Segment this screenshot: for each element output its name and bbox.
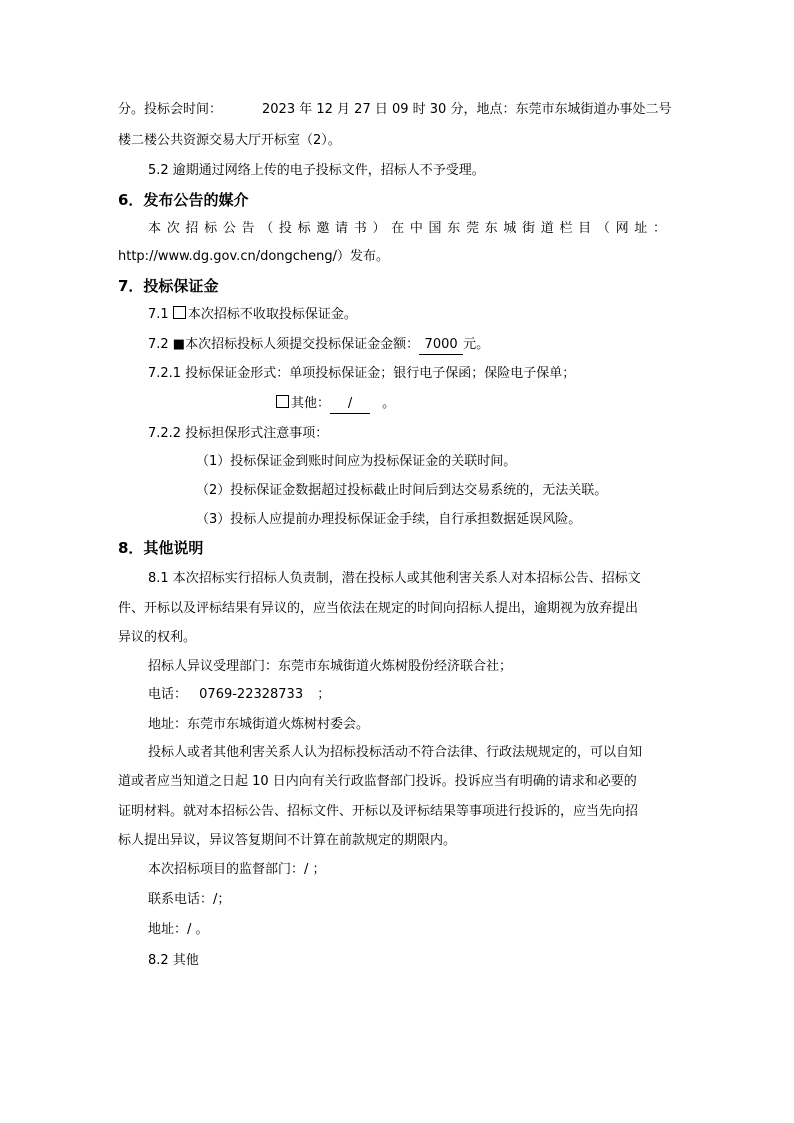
bid-opening-time-location: 2023 年 12 月 27 日 09 时 30 分，地点：东莞市东城街道办事处二号 [262, 102, 672, 117]
objection-address: 地址：东莞市东城街道火炼树村委会。 [148, 717, 370, 732]
section6-char: 本 [148, 221, 162, 236]
section5-continuation-line1 [118, 101, 671, 119]
clause-7-2-1: 7.2.1 投标保证金形式：单项投标保证金；银行电子保函；保险电子保单； [148, 366, 576, 381]
section6-char: （ [260, 221, 274, 236]
checkbox-unchecked-icon [173, 306, 186, 319]
other-end: 。 [382, 396, 396, 411]
section6-char: 目 [578, 221, 592, 236]
phone-label: 电话： [148, 687, 188, 702]
section6-char: 中 [409, 221, 423, 236]
complaint-line4: 标人提出异议，异议答复期间不计算在前款规定的期限内。 [118, 833, 457, 848]
complaint-line3: 证明材料。就对本招标公告、招标文件、开标以及评标结果等事项进行投诉的，应当先向招 [118, 804, 639, 819]
section6-char: 城 [503, 221, 517, 236]
section6-paragraph-line2: http://www.dg.gov.cn/dongcheng/）发布。 [118, 249, 390, 264]
section6-char: ） [372, 221, 386, 236]
section6-char: 栏 [559, 221, 573, 236]
objection-phone [148, 686, 330, 704]
clause-8-1-line1: 8.1 本次招标实行招标人负责制，潜在投标人或其他利害关系人对本招标公告、招标文 [148, 571, 641, 586]
clause-8-2: 8.2 其他 [148, 953, 199, 968]
phone-number: 0769-22328733 [199, 687, 304, 702]
clause-8-1-line2: 件、开标以及评标结果有异议的，应当依法在规定的时间向招标人提出，逾期视为放弃提出 [118, 601, 639, 616]
other-value: / [330, 395, 370, 414]
supervision-department: 本次招标项目的监督部门：/ ； [148, 862, 326, 877]
section6-char: ： [652, 221, 666, 236]
supervision-phone: 联系电话：/； [148, 892, 231, 907]
heading-section-8: 8．其他说明 [118, 539, 204, 557]
section6-char: 投 [278, 221, 292, 236]
section6-char: 网 [615, 221, 629, 236]
section6-char: 次 [166, 221, 180, 236]
deposit-amount: 7000 [419, 336, 463, 355]
section6-char: 标 [297, 221, 311, 236]
section6-char: 址 [634, 221, 648, 236]
section6-char: （ [596, 221, 610, 236]
section6-char: 标 [204, 221, 218, 236]
bid-opening-label: 分。投标会时间： [118, 102, 223, 117]
clause-7-2-2: 7.2.2 投标担保形式注意事项： [148, 426, 329, 441]
section6-char: 招 [185, 221, 199, 236]
section6-char: 莞 [465, 221, 479, 236]
supervision-address: 地址：/ 。 [148, 922, 209, 937]
deposit-unit: 元。 [463, 337, 490, 352]
clause-7-1-number: 7.1 [148, 307, 169, 322]
section6-char: 国 [428, 221, 442, 236]
clause-8-1-line3: 异议的权利。 [118, 630, 197, 645]
clause-7-2-text: 7.2 ■本次招标投标人须提交投标保证金金额： [148, 337, 420, 352]
phone-end: ； [317, 687, 331, 702]
clause-7-2-1-other [276, 395, 395, 414]
section6-paragraph-line1 [148, 220, 666, 238]
complaint-line1: 投标人或者其他利害关系人认为招标投标活动不符合法律、行政法规规定的，可以自知 [148, 745, 643, 760]
other-label: 其他： [291, 396, 331, 411]
section6-char: 在 [391, 221, 405, 236]
heading-section-6: 6．发布公告的媒介 [118, 191, 249, 209]
section6-char: 告 [241, 221, 255, 236]
section6-char: 书 [353, 221, 367, 236]
heading-section-7: 7．投标保证金 [118, 277, 219, 295]
clause-7-2 [148, 336, 489, 355]
note-1: （1）投标保证金到账时间应为投标保证金的关联时间。 [196, 454, 517, 469]
clause-7-1 [148, 306, 357, 324]
section6-char: 东 [484, 221, 498, 236]
section6-char: 道 [540, 221, 554, 236]
section6-char: 街 [522, 221, 536, 236]
section5-continuation-line2: 楼二楼公共资源交易大厅开标室（2）。 [118, 133, 341, 148]
note-3: （3）投标人应提前办理投标保证金手续，自行承担数据延误风险。 [196, 512, 582, 527]
clause-5-2: 5.2 逾期通过网络上传的电子投标文件，招标人不予受理。 [148, 163, 485, 178]
section6-char: 公 [222, 221, 236, 236]
clause-7-1-text: 本次招标不收取投标保证金。 [187, 307, 357, 322]
complaint-line2: 道或者应当知道之日起 10 日内向有关行政监督部门投诉。投诉应当有明确的请求和必要的 [118, 774, 637, 789]
checkbox-unchecked-icon [276, 395, 289, 408]
note-2: （2）投标保证金数据超过投标截止时间后到达交易系统的，无法关联。 [196, 483, 608, 498]
section6-char: 东 [447, 221, 461, 236]
section6-char: 邀 [316, 221, 330, 236]
objection-department: 招标人异议受理部门：东莞市东城街道火炼树股份经济联合社； [148, 659, 513, 674]
section6-char: 请 [335, 221, 349, 236]
